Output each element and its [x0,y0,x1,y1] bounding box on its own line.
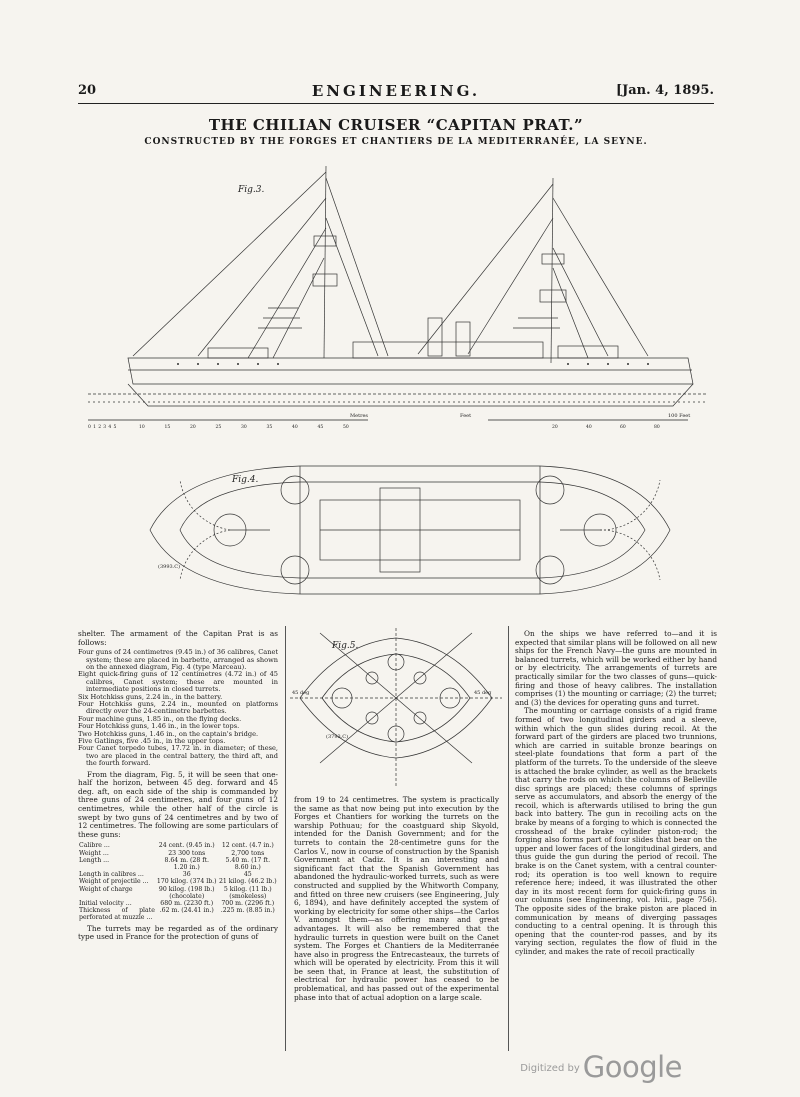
armament-item: Six Hotchkiss guns, 2.24 in., in the battery. [78,692,223,701]
scale-tick-label: 10 [139,425,145,430]
figure-3-elevation [88,158,708,430]
armament-list [78,649,278,768]
scale-tick-label: 20 [190,425,196,430]
page-number: 20 [78,83,97,98]
table-row [78,857,278,871]
scale-tick-label: 20 [552,425,558,430]
google-logo: Google [582,1050,682,1084]
table-row [78,850,278,857]
scale-tick-label: 40 [586,425,592,430]
fig5-port-label: 45 deg [292,690,310,696]
table-row [78,900,278,907]
scale-tick-label: 25 [215,425,222,430]
table-row [78,886,278,900]
scale-tick-label: 50 [343,425,349,430]
table-cell: 5 kilog. (11 lb.) (smokeless) [223,885,272,900]
article-subtitle: CONSTRUCTED BY THE FORGES ET CHANTIERS DE LA MEDITERRANÉE, LA SEYNE. [144,137,648,147]
table-cell: 12 cent. (4.7 in.) [221,842,274,850]
table-row [78,871,278,878]
table-row-label: Calibre ... [79,842,110,850]
col2-para1: from 19 to 24 centimetres. The system is practically the same as that now being put into execution by the Forges et Chantiers for working the turrets on the warship Pothuau; for the coastguard ship Skyold, intended for the Danish Government; and for the turrets to contain the 28-centimetre guns for the Carlos V., now in course of construction by the Spanish Government at Cadiz. It is an interesting and significant fact that the Spanish Government has abandoned the hydraulic-worked turrets, such as were constructed and supplied by the Whitworth Company, and fitted on three new cruisers (see Engineering, July 6, 1894), and have definitely accepted the system of working by electricity for some other ships—the Carlos V. amongst them—as offering many and great advantages. It will also be remembered that the hydraulic turrets in question were built on the Canet system. The Forges et Chantiers de la Mediterranée have also in progress the Entrecasteaux, the turrets of which will be operated by electricity. From this it will be seen that, in France at least, the substitution of electrical for hydraulic power has ceased to be problematical, and has passed out of the experimental phase into that of actual adoption on a large scale. [294,795,499,1002]
figure-4-deck-plan [120,440,700,620]
table-cell: 2,700 tons [231,849,265,857]
table-cell: 8.64 m. (28 ft. 1.20 in.) [164,856,209,872]
table-row [78,842,278,849]
armament-item: Four machine guns, 1.85 in., on the flying decks. [78,714,242,723]
col3-para2: The mounting or carriage consists of a rigid frame formed of two longitudinal girders and a sleeve, within which the gun slides during recoil. At the forward part of the girders are placed two trunnions, which are carried in suitable bronze bearings on steel-plate foundations that form a part of the platform of the turrets. To the underside of the sleeve is attached the brake cylinder, as well as the brackets that carry the rods on which the columns of Belleville disc springs are placed; these columns of springs serve as accumulators, and absorb the energy of the recoil, which is afterwards utilised to bring the gun back into battery. The gun in recoiling acts on the brake by means of a forging to which is connected the crosshead of the brake cylinder piston-rod; the forging also forms part of four slides that bear on the upper and lower faces of the longitudinal girders, and thus guide the gun during the period of recoil. The brake is on the Canet system, with a central counter-rod; its operation is too well known to require reference here; indeed, it was illustrated the other day in its most recent form for quick-firing guns in our columns (see Engineering, vol. lviii., page 756). The opposite sides of the brake piston are placed in communication by means of diverging passages conducting to a central opening. It is through this opening that the counter-rod passes, and by its varying section, regulates the flow of fluid in the cylinder, and makes the rate of recoil practically [515,706,717,956]
table-cell: 170 kilog. (374 lb.) [156,878,217,886]
table-row-label: Weight of charge [79,885,133,893]
table-cell: 36 [182,871,191,879]
table-cell: 21 kilog. (46.2 lb.) [218,878,277,886]
scale-tick-label: 15 [164,425,171,430]
armament-item: Four guns of 24 centimetres (9.45 in.) of 36 calibres, Canet system; these are placed in barbette, arranged as shown on the annexed diagram, Fig. 4 (type Marceau). [78,648,278,671]
table-row-label: Weight of projectile ... [79,878,149,886]
scale-tick-label: 3 [103,425,107,430]
scale-tick-label: 40 [292,425,298,430]
scale-feet-end-label: 100 Feet [668,413,691,419]
scale-metres-label: Metres [350,413,369,419]
running-head [78,83,714,101]
fig4-stamp: (3993.C) [158,564,181,570]
scale-tick-label: 2 [98,425,102,430]
scale-tick-label: 45 [317,425,324,430]
armament-item: Eight quick-firing guns of 12 centimetres (4.72 in.) of 45 calibres, Canet system; these are mounted in intermediate positions in closed turrets. [78,670,278,694]
digitized-watermark [520,1050,682,1084]
armament-item: Four Canet torpedo tubes, 17.72 in. in diameter; of these, two are placed in the central battery, the third aft, and the fourth forward. [78,744,278,768]
armament-item: Five Gatlings, five .45 in., in the upper tops. [78,737,226,746]
column-2 [294,796,499,1002]
scale-tick-label: 4 [108,425,112,430]
scale-tick-label: 5 [113,425,117,430]
header-rule [78,103,714,104]
table-cell: 680 m. (2230 ft.) [160,900,214,908]
scale-tick-label: 30 [241,425,247,430]
article-title: THE CHILIAN CRUISER “CAPITAN PRAT.” [208,116,584,134]
table-row [78,878,278,885]
fig4-label: Fig.4. [232,475,259,485]
table-cell: 90 kilog. (198 lb.) (chocolate) [158,885,215,900]
scale-tick-label: 60 [620,425,626,430]
table-row-label: Weight ... [79,849,109,857]
fig5-starboard-label: 45 deg [474,690,492,696]
col1-intro: shelter. The armament of the Capitan Prat is as follows: [78,629,278,647]
table-cell: .62 m. (24.41 in.) [159,907,214,915]
fig3-label: Fig.3. [238,185,265,195]
armament-item: Four Hotchkiss guns, 2.24 in., mounted on platforms directly over the 24-centimetre barbettes. [78,700,278,716]
armament-item: Two Hotchkiss guns, 1.46 in., on the captain's bridge. [78,729,259,738]
table-row-label: Length ... [79,856,110,864]
table-cell: .225 m. (8.85 in.) [220,907,275,915]
scale-tick-label: 0 [88,425,91,430]
scale-tick-label: 80 [654,425,660,430]
scale-tick-label: 1 [93,425,96,430]
table-row-label: Thickness of plate perforated at muzzle ... [79,907,155,922]
table-cell: 700 m. (2296 ft.) [221,900,275,908]
col1-para3: The turrets may be regarded as of the ordinary type used in France for the protection of guns of [78,923,278,942]
watermark-prefix: Digitized by [520,1063,580,1074]
fig5-stamp: (3793.C) [326,734,349,740]
armament-item: Four Hotchkiss guns, 1.46 in., in the lower tops. [78,722,240,731]
table-row-label: Initial velocity ... [79,900,132,908]
table-cell: 45 [243,871,252,879]
column-1 [78,630,278,942]
col3-para1: On the ships we have referred to—and it is expected that similar plans will be followed on all new ships for the French Navy—the guns are mounted in balanced turrets, which will be worked either by hand or by electricity. The arrangements of turrets are practically similar for the two classes of guns—quick-firing and those of heavy calibres. The installation comprises (1) the mounting or carriage; (2) the turret; and (3) the devices for operating guns and turret. [515,629,717,707]
journal-title: ENGINEERING. [311,82,481,100]
figure-5-arcs-of-fire [290,628,502,790]
column-3 [515,630,717,957]
table-cell: 5.40 m. (17 ft. 8.60 in.) [225,856,271,872]
table-cell: 24 cent. (9.45 in.) [158,842,215,850]
table-row [78,907,278,921]
column-divider [285,626,286,1051]
gun-particulars-table [78,842,278,921]
table-row-label: Length in calibres ... [79,871,144,879]
fig5-label: Fig.5. [332,641,359,651]
scale-feet-label: Feet [460,413,472,419]
column-divider [508,626,509,1051]
scale-tick-label: 35 [266,425,273,430]
col1-para2: From the diagram, Fig. 5, it will be seen that one-half the horizon, between 45 deg. forward and 45 deg. aft, on each side of the ship is commanded by three guns of 24 centimetres, and four guns of 12 centimetres, while the other half of the circle is swept by two guns of 24 centimetres and by two of 12 centimetres. The following are some particulars of these guns: [78,769,278,839]
table-cell: 23 300 tons [168,849,206,857]
issue-date: [Jan. 4, 1895. [615,83,714,98]
